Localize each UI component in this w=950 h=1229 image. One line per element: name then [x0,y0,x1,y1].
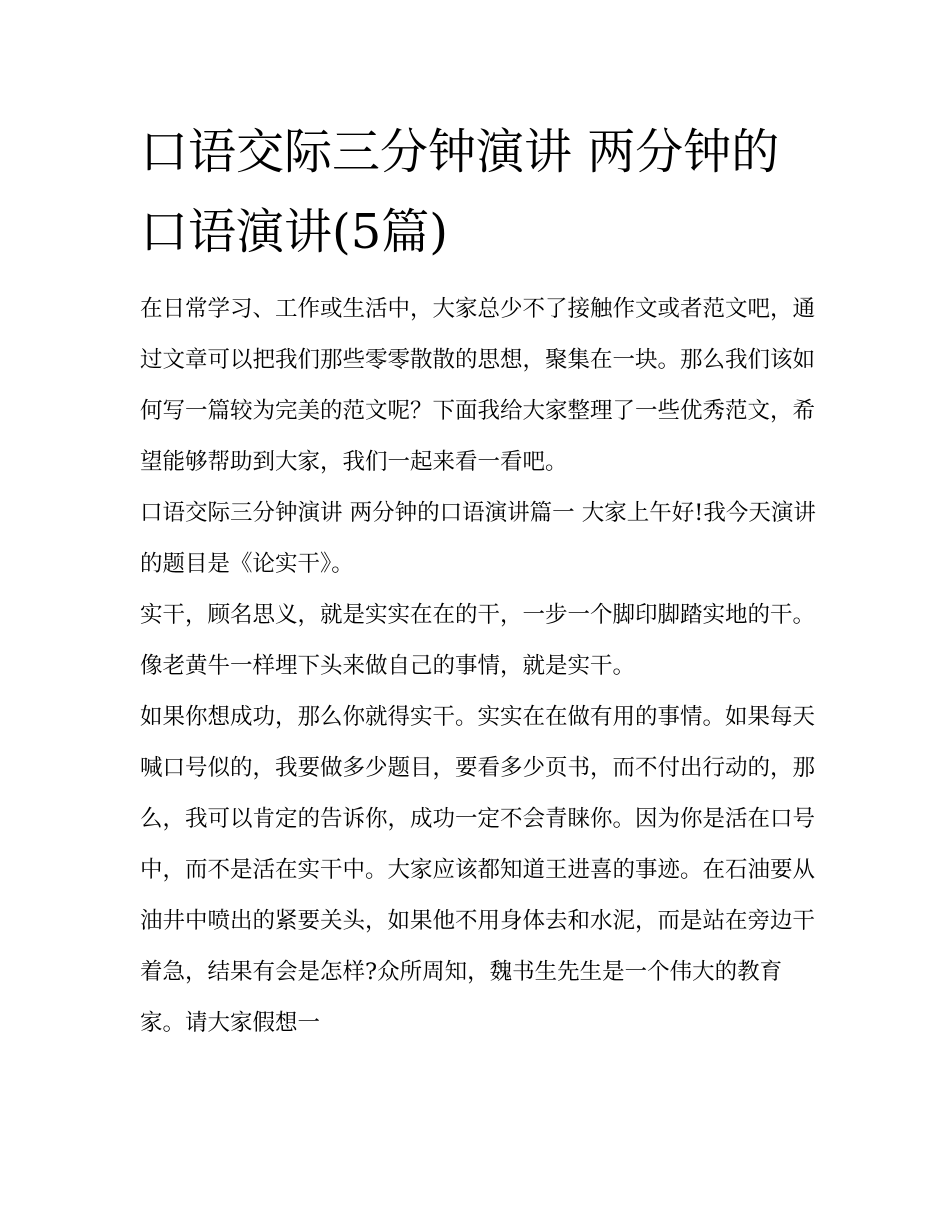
document-body [140,284,820,1049]
paragraph-definition: 实干，顾名思义，就是实实在在的干，一步一个脚印脚踏实地的干。像老黄牛一样埋下头来做自己的事情，就是实干。 [140,602,816,679]
paragraph-examples: 如果你想成功，那么你就得实干。实实在在做有用的事情。如果每天喊口号似的，我要做多少题目，要看多少页书，而不付出行动的，那么，我可以肯定的告诉你，成功一定不会青睐你。因为你是活在口号中，而不是活在实干中。大家应该都知道王进喜的事迹。在石油要从油井中喷出的紧要关头，如果他不用身体去和水泥，而是站在旁边干着急，结果有会是怎样?众所周知，魏书生先生是一个伟大的教育家。请大家假想一 [140,704,816,1036]
paragraph-speech-opening: 口语交际三分钟演讲 两分钟的口语演讲篇一 大家上午好!我今天演讲的题目是《论实干》。 [140,500,816,577]
document-page [140,112,820,1049]
paragraph-intro: 在日常学习、工作或生活中，大家总少不了接触作文或者范文吧，通过文章可以把我们那些零零散散的思想，聚集在一块。那么我们该如何写一篇较为完美的范文呢？下面我给大家整理了一些优秀范文，希望能够帮助到大家，我们一起来看一看吧。 [140,296,816,475]
document-title: 口语交际三分钟演讲 两分钟的口语演讲(5篇) [140,124,780,260]
